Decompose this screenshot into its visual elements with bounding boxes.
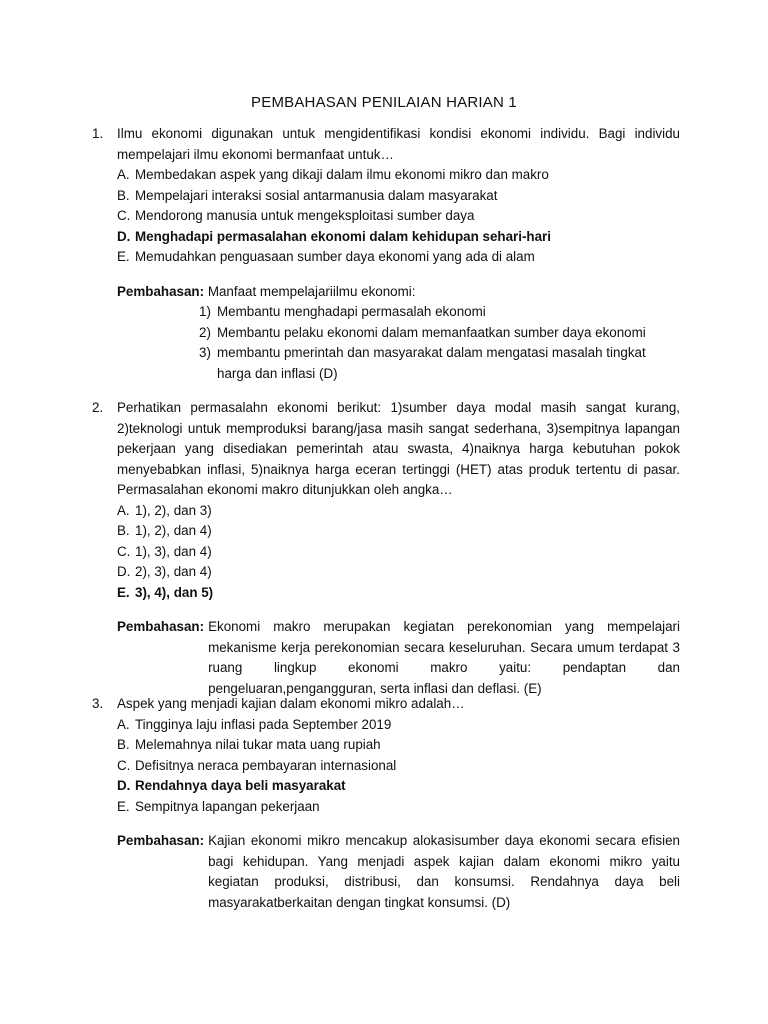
pembahasan-text: Kajian ekonomi mikro mencakup alokasisumber daya ekonomi secara efisien bagi kehidupan. Yang menjadi aspek kajian dalam ekonomi mikro yaitu kegiatan produksi, distribusi, dan konsumsi. Rendahnya daya beli masyarakatberkaitan dengan tingkat konsumsi. (D) [208,833,680,910]
pembahasan-block [117,831,680,913]
option-text: Memudahkan penguasaan sumber daya ekonomi yang ada di alam [135,249,535,264]
question-text: Aspek yang menjadi kajian dalam ekonomi mikro adalah… [117,696,465,711]
pembahasan-label: Pembahasan: [117,619,205,634]
option-text: Menghadapi permasalahan ekonomi dalam kehidupan sehari-hari [135,228,551,244]
option-letter: E. [117,249,130,264]
pembahasan-list [199,302,680,384]
option-letter: E. [117,798,130,814]
question-number: 2. [92,400,104,415]
pembahasan-block [117,617,680,699]
point-number: 1) [199,304,211,319]
question-text: Perhatikan permasalahn ekonomi berikut: 1)sumber daya modal masih sangat kurang, 2)teknologi untuk memproduksi barang/jasa masih sangat sederhana, 3)sempitnya lapangan pekerjaan yang disediakan pemerintah atau swasta, 4)naiknya harga kebutuhan pokok menyebabkan inflasi, 5)naiknya harga eceran tertinggi (HET) atas produk tertentu di pasar. Permasalahan ekonomi makro ditunjukkan oleh angka… [117,400,680,497]
pembahasan-point [199,302,680,323]
option-b [117,735,680,756]
option-text: 2), 3), dan 4) [135,564,212,579]
point-number: 3) [199,345,211,360]
option-letter: D. [117,564,131,579]
option-text: Mempelajari interaksi sosial antarmanusia dalam masyarakat [135,187,498,203]
pembahasan-label: Pembahasan: [117,833,205,848]
option-text: 1), 2), dan 4) [135,523,212,538]
option-letter: C. [117,543,131,559]
option-a [117,715,680,736]
option-c [117,756,680,777]
pembahasan-point [199,343,680,384]
option-letter: A. [117,502,130,518]
option-letter: A. [117,167,130,182]
option-text: 1), 3), dan 4) [135,543,212,559]
pembahasan-text: Ekonomi makro merupakan kegiatan perekonomian yang mempelajari mekanisme kerja perekonomian secara keseluruhan. Secara umum terdapat 3 ruang lingkup ekonomi makro yaitu: pendaptan dan pengeluaran,pengangguran, serta inflasi dan deflasi. (E) [208,619,680,696]
question-1 [92,124,680,384]
option-text: Defisitnya neraca pembayaran internasional [135,757,397,773]
option-letter: D. [117,228,131,244]
option-letter: B. [117,523,130,538]
option-text: Sempitnya lapangan pekerjaan [135,798,320,814]
option-letter: A. [117,716,130,732]
option-a [117,165,680,186]
option-d-correct [117,776,680,797]
option-letter: B. [117,737,130,752]
option-letter: D. [117,778,131,793]
option-b [117,521,680,542]
question-number: 3. [92,696,104,711]
option-e [117,797,680,818]
option-text: Tingginya laju inflasi pada September 2019 [135,716,392,732]
question-2 [92,398,680,699]
question-text: Ilmu ekonomi digunakan untuk mengidentifikasi kondisi ekonomi individu. Bagi individu mempelajari ilmu ekonomi bermanfaat untuk… [117,126,680,162]
page-title: PEMBAHASAN PENILAIAN HARIAN 1 [251,94,517,111]
option-d-correct [117,227,680,248]
option-letter: C. [117,757,131,773]
option-text: 3), 4), dan 5) [135,584,214,600]
option-text: 1), 2), dan 3) [135,502,212,518]
option-text: Membedakan aspek yang dikaji dalam ilmu ekonomi mikro dan makro [135,167,549,182]
option-letter: E. [117,584,130,600]
answer-options [117,165,680,268]
option-e-correct [117,583,680,604]
answer-options [117,715,680,818]
pembahasan-intro: Manfaat mempelajariilmu ekonomi: [207,283,416,299]
answer-options [117,501,680,604]
point-text: membantu pmerintah dan masyarakat dalam mengatasi masalah tingkat harga dan inflasi (D) [217,345,646,381]
option-text: Rendahnya daya beli masyarakat [135,778,346,793]
option-c [117,206,680,227]
question-3 [92,694,680,913]
option-c [117,542,680,563]
option-d [117,562,680,583]
point-text: Membantu pelaku ekonomi dalam memanfaatkan sumber daya ekonomi [217,324,646,340]
question-number: 1. [92,126,104,141]
option-text: Melemahnya nilai tukar mata uang rupiah [135,737,381,752]
point-number: 2) [199,324,211,340]
option-letter: B. [117,187,130,203]
pembahasan-label: Pembahasan: [117,283,205,299]
pembahasan-point [199,323,680,344]
option-text: Mendorong manusia untuk mengeksploitasi sumber daya [135,208,475,223]
option-a [117,501,680,522]
point-text: Membantu menghadapi permasalah ekonomi [217,304,486,319]
option-b [117,186,680,207]
option-letter: C. [117,208,131,223]
option-e [117,247,680,268]
pembahasan-block [117,282,680,385]
